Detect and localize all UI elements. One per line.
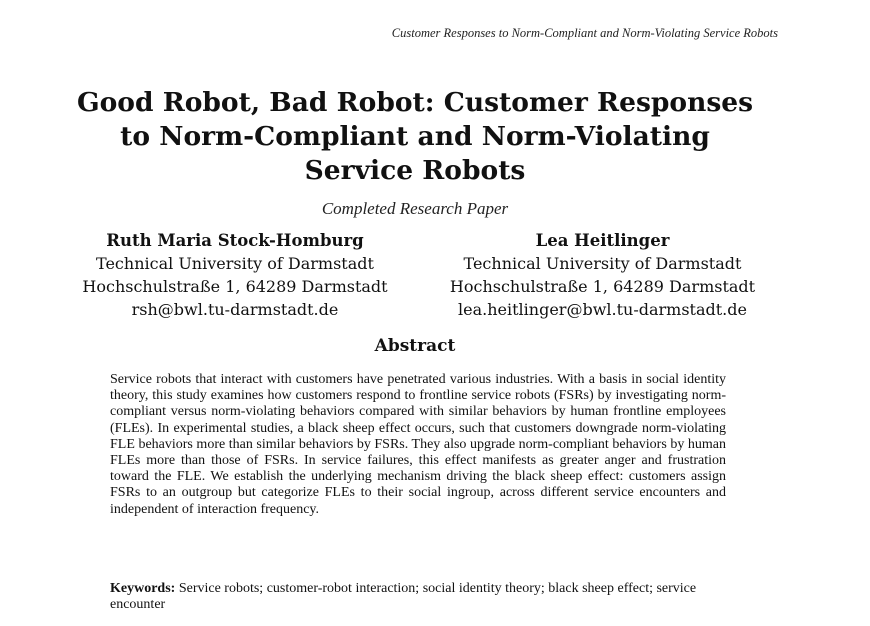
running-header: Customer Responses to Norm-Compliant and Norm-Violating Service Robots (391, 26, 778, 40)
abstract-heading: Abstract (374, 336, 456, 356)
keywords-label: Keywords: (110, 581, 176, 596)
author-affiliation: Technical University of Darmstadt (463, 254, 742, 273)
author-block-1 (40, 229, 430, 321)
author-email: lea.heitlinger@bwl.tu-darmstadt.de (458, 300, 747, 319)
paper-type: Completed Research Paper (321, 199, 509, 218)
abstract-text: Service robots that interact with customers have penetrated various industries. With a basis in social identity theory, this study examines how customers respond to frontline service robots (FSRs) by investigating norm-compliant versus norm-violating behaviors compared with similar behaviors by human frontline employees (FLEs). In experimental studies, a black sheep effect occurs, such that customers downgrade norm-violating FLE behaviors more than similar behaviors by FSRs. They also upgrade norm-compliant behaviors by human FLEs more than those of FSRs. In service failures, this effect manifests as greater anger and frustration toward the FLE. We establish the underlying mechanism driving the black sheep effect: customers assign FSRs to an outgroup but categorize FLEs to their social ingroup, across different service encounters and independent of interaction frequency. (110, 372, 726, 517)
author-name: Ruth Maria Stock-Homburg (106, 231, 364, 250)
author-address: Hochschulstraße 1, 64289 Darmstadt (449, 277, 756, 296)
author-name: Lea Heitlinger (535, 231, 670, 250)
author-address: Hochschulstraße 1, 64289 Darmstadt (82, 277, 388, 296)
author-affiliation: Technical University of Darmstadt (96, 254, 374, 273)
author-email: rsh@bwl.tu-darmstadt.de (131, 300, 339, 319)
paper-title: Good Robot, Bad Robot: Customer Responses to Norm-Compliant and Norm-Violating Service Robots (76, 87, 754, 186)
keywords-text: Service robots; customer-robot interaction; social identity theory; black sheep effect; service encounter (110, 581, 697, 613)
author-block-2 (410, 229, 795, 321)
keywords (110, 581, 750, 613)
